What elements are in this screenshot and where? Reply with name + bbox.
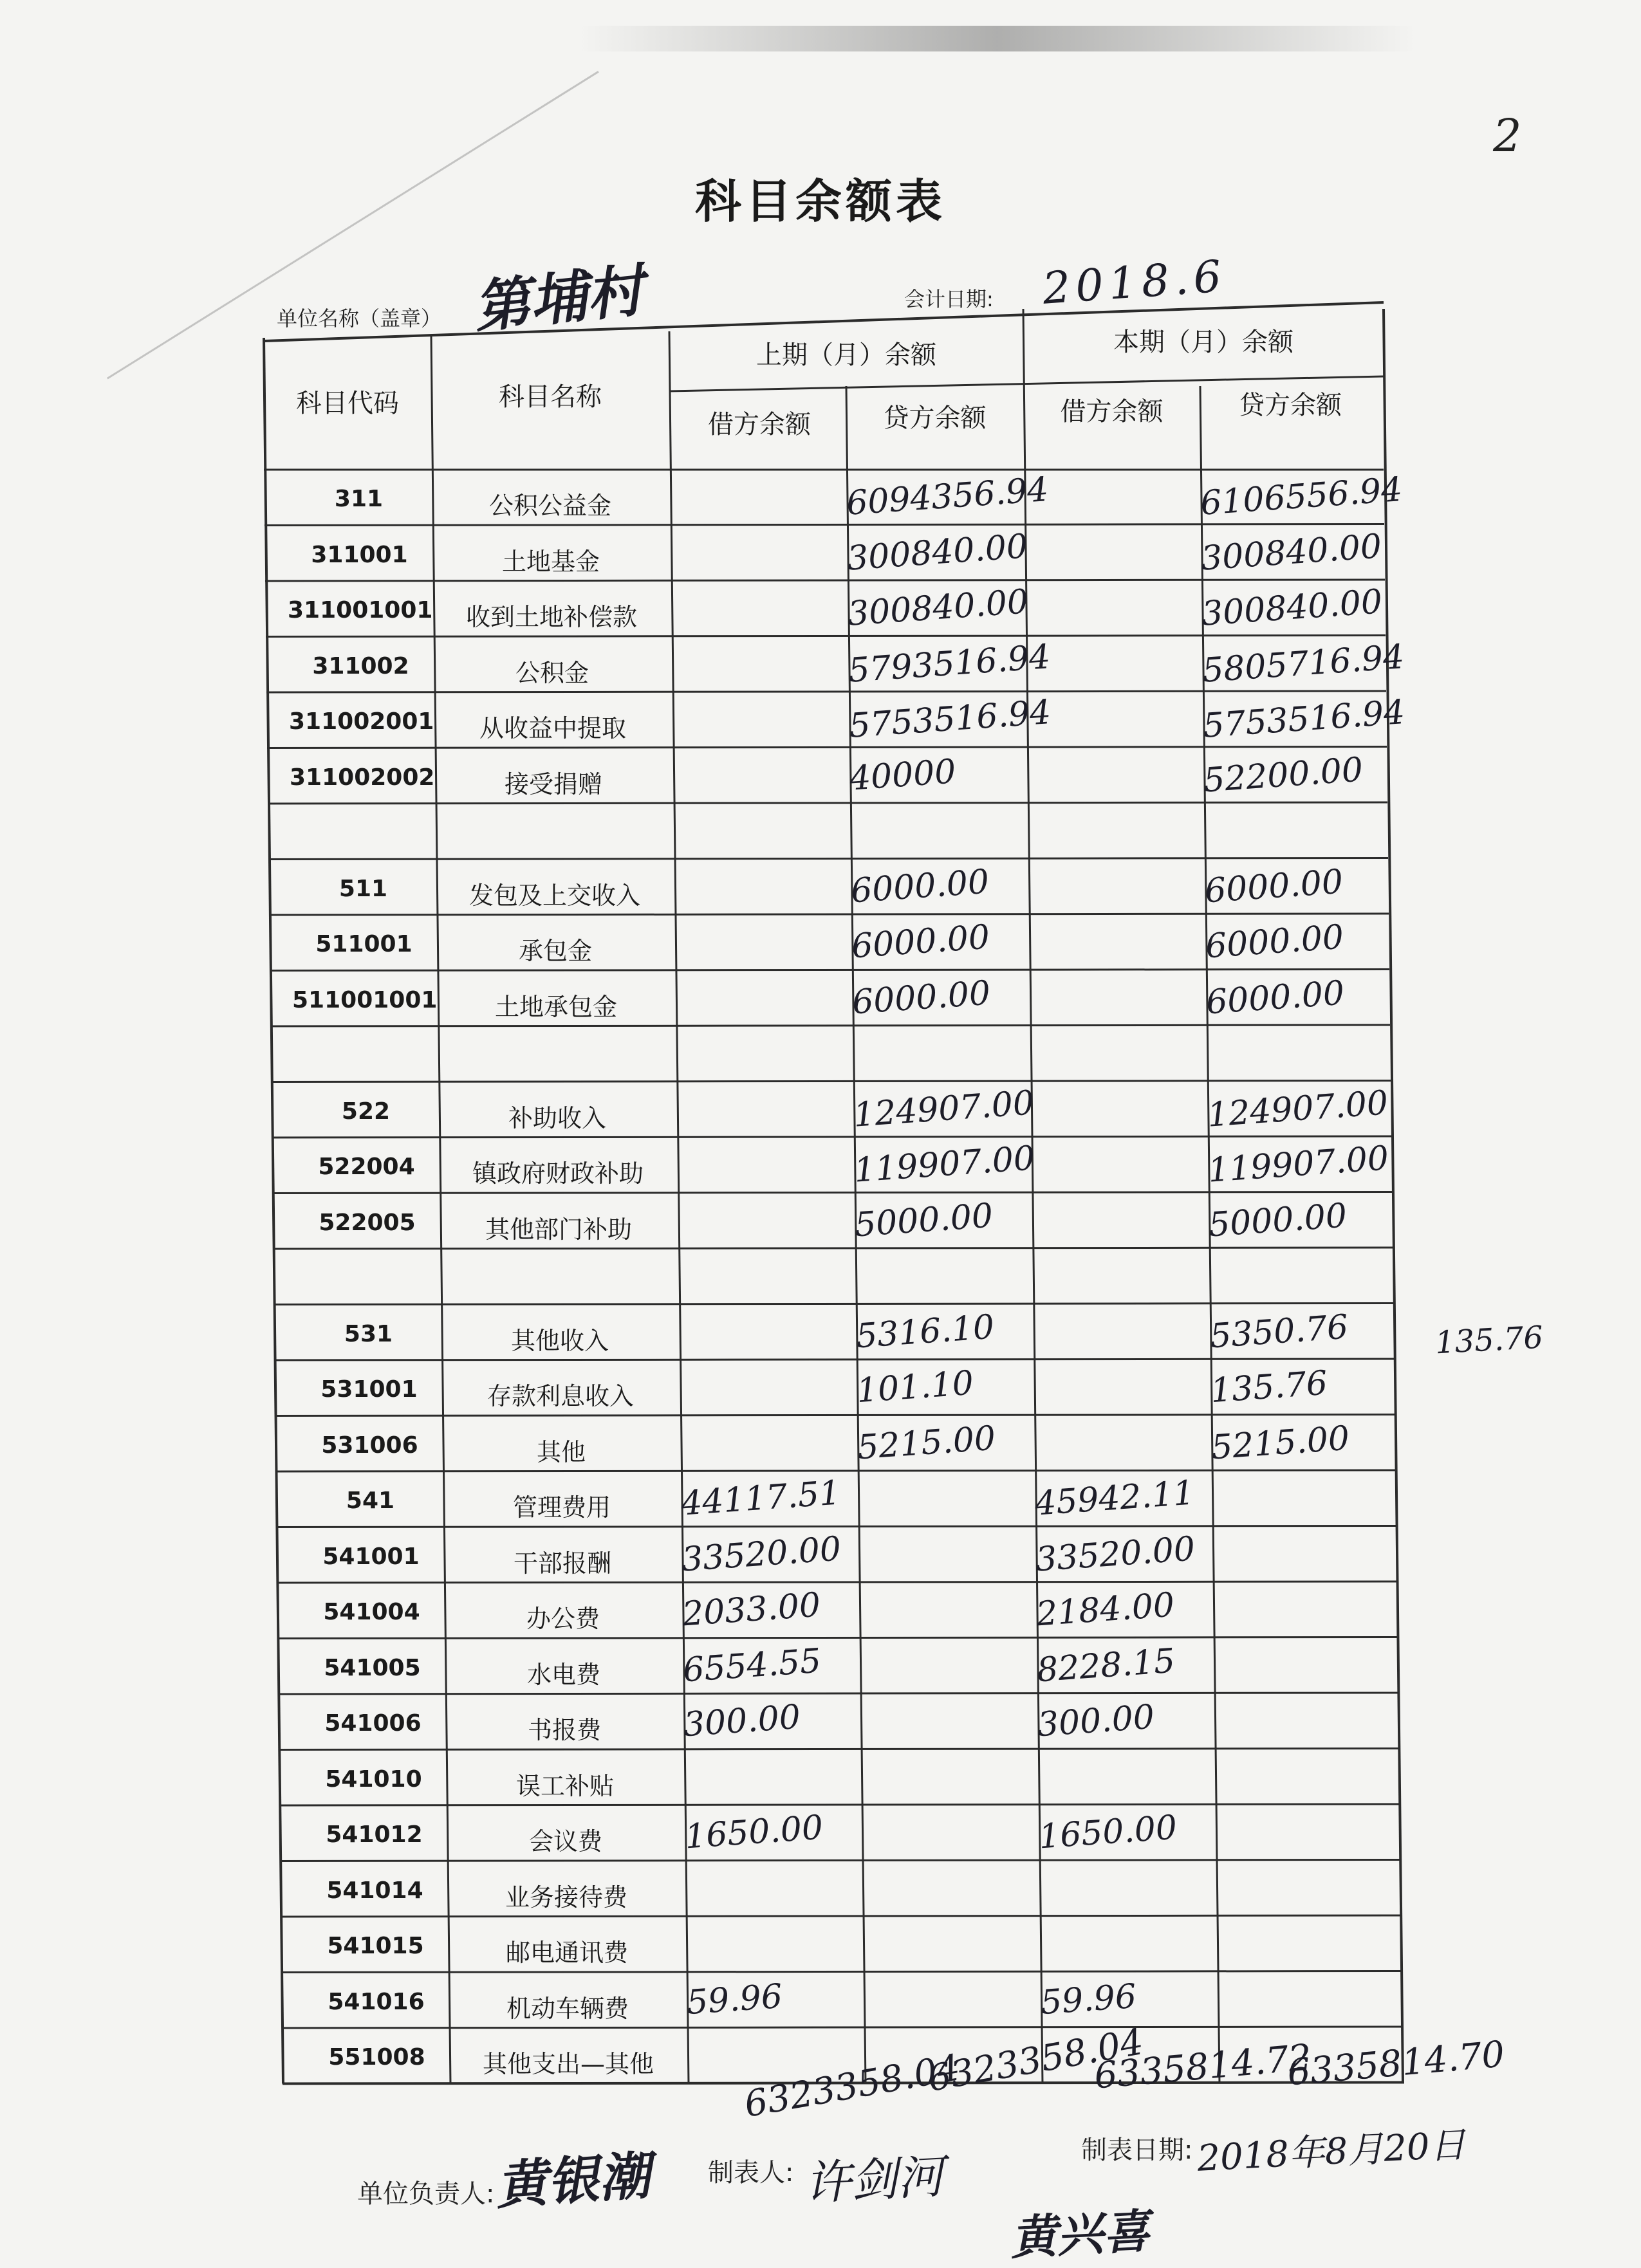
cell-code: 522005	[319, 1209, 416, 1236]
cell-prev-debit: 300.00	[682, 1697, 802, 1745]
cell-curr-debit: 59.96	[1039, 1977, 1138, 2022]
cell-curr-credit: 5215.00	[1210, 1419, 1351, 1467]
cell-code: 541012	[326, 1821, 423, 1848]
grid-line	[280, 1860, 1400, 1861]
cell-name: 邮电通讯费	[505, 1939, 628, 1967]
total-curr-debit: 6335814.72	[1092, 2036, 1313, 2097]
grid-line	[274, 1359, 1394, 1360]
cell-curr-credit: 6106556.94	[1199, 470, 1404, 523]
page-title: 科目余额表	[694, 174, 946, 228]
cell-prev-debit: 59.96	[685, 1977, 784, 2022]
cell-prev-credit: 5316.10	[855, 1307, 996, 1356]
grid-line	[265, 580, 1385, 581]
cell-code: 311002002	[290, 764, 435, 791]
cell-name: 收到土地补偿款	[465, 603, 637, 631]
col-header-name: 科目名称	[499, 382, 602, 412]
total-prev-credit: 6323358.04	[924, 2021, 1147, 2100]
grid-line	[266, 691, 1386, 692]
extra-signature: 黄兴喜	[1009, 2203, 1151, 2265]
cell-curr-credit: 52200.00	[1202, 750, 1364, 800]
preparer-signature: 许剑河	[803, 2149, 945, 2211]
cell-name: 公积公益金	[488, 492, 611, 520]
cell-code: 541014	[326, 1877, 423, 1904]
cell-code: 541016	[328, 1988, 425, 2015]
col-header-prev-group: 上期（月）余额	[756, 340, 936, 370]
cell-curr-debit: 2184.00	[1035, 1585, 1176, 1634]
cell-code: 531	[344, 1320, 393, 1347]
col-header-prev-debit: 借方余额	[708, 410, 811, 439]
grid-line	[274, 1304, 1393, 1305]
cell-prev-credit: 5753516.94	[848, 693, 1053, 746]
cell-code: 511001	[315, 931, 413, 957]
cell-name: 土地承包金	[494, 992, 617, 1021]
col-header-curr-group: 本期（月）余额	[1113, 327, 1293, 357]
cell-code: 531006	[321, 1432, 418, 1459]
cell-name: 补助收入	[508, 1103, 606, 1132]
cell-prev-debit: 2033.00	[681, 1585, 822, 1634]
cell-name: 业务接待费	[505, 1883, 627, 1912]
grid-line	[268, 858, 1388, 860]
cell-name: 会议费	[528, 1827, 602, 1856]
cell-code: 541001	[322, 1543, 420, 1570]
grid-line	[275, 1415, 1395, 1416]
grid-line	[279, 1749, 1398, 1750]
cell-code: 551008	[328, 2044, 425, 2070]
cell-name: 误工补贴	[515, 1771, 614, 1800]
grid-line	[270, 1025, 1390, 1026]
cell-code: 311	[334, 486, 384, 512]
prep-date-handwritten: 2018年8月20日	[1196, 2124, 1467, 2180]
cell-name: 其他部门补助	[485, 1215, 632, 1244]
cell-name: 管理费用	[512, 1493, 611, 1522]
cell-name: 从收益中提取	[479, 714, 626, 742]
cell-curr-debit: 33520.00	[1034, 1529, 1196, 1580]
cell-code: 522004	[318, 1154, 415, 1180]
cell-name: 其他支出—其他	[482, 2050, 654, 2078]
grid-line	[279, 1804, 1399, 1805]
cell-curr-credit: 300840.00	[1200, 526, 1383, 578]
grid-line	[273, 1248, 1393, 1249]
grid-line	[264, 338, 283, 2084]
cell-name: 接受捐赠	[504, 770, 602, 798]
cell-code: 531001	[320, 1376, 418, 1403]
cell-curr-credit: 5753516.94	[1201, 693, 1407, 746]
cell-name: 镇政府财政补助	[472, 1159, 644, 1188]
cell-curr-credit: 6000.00	[1205, 973, 1346, 1022]
col-header-prev-credit: 贷方余额	[883, 403, 987, 433]
total-prev-debit: 6323358.04	[741, 2047, 963, 2126]
cell-name: 水电费	[526, 1660, 600, 1689]
margin-note-handwritten: 135.76	[1434, 1319, 1544, 1361]
cell-curr-credit: 6000.00	[1204, 917, 1345, 966]
grid-line	[278, 1693, 1398, 1694]
grid-line	[270, 970, 1389, 971]
cell-prev-credit: 5793516.94	[847, 637, 1052, 690]
cell-curr-debit: 8228.15	[1035, 1641, 1176, 1690]
cell-name: 存款利息收入	[487, 1382, 634, 1410]
cell-name: 其他收入	[510, 1326, 609, 1355]
cell-curr-credit: 119907.00	[1207, 1139, 1390, 1190]
cell-code: 311002001	[289, 708, 434, 735]
unit-name-handwritten: 第埔村	[470, 256, 647, 341]
grid-line	[267, 747, 1387, 748]
cell-name: 公积金	[515, 658, 589, 687]
cell-prev-debit: 1650.00	[683, 1808, 824, 1857]
cell-code: 311002	[312, 652, 409, 679]
cell-name: 发包及上交收入	[468, 881, 640, 910]
cell-prev-credit: 6094356.94	[845, 470, 1050, 523]
grid-line	[266, 636, 1386, 637]
total-curr-credit: 6335814.70	[1285, 2033, 1507, 2094]
cell-prev-debit: 33520.00	[680, 1529, 842, 1580]
cell-name: 土地基金	[501, 547, 600, 576]
cell-curr-debit: 45942.11	[1034, 1473, 1196, 1524]
grid-line	[277, 1581, 1396, 1583]
cell-prev-credit: 300840.00	[846, 582, 1030, 634]
cell-prev-credit: 40000	[848, 751, 958, 798]
col-header-curr-debit: 借方余额	[1060, 397, 1164, 427]
grid-line	[272, 1192, 1392, 1194]
cell-code: 541005	[324, 1654, 421, 1681]
cell-curr-credit: 5350.76	[1209, 1307, 1349, 1356]
cell-name: 办公费	[526, 1605, 600, 1633]
cell-prev-credit: 6000.00	[851, 973, 992, 1022]
cell-curr-credit: 5000.00	[1207, 1196, 1348, 1244]
cell-curr-credit: 5805716.94	[1201, 637, 1406, 690]
cell-prev-debit: 44117.51	[680, 1473, 842, 1524]
cell-name: 书报费	[527, 1716, 601, 1744]
page-number: 2	[1493, 109, 1522, 162]
cell-name: 承包金	[518, 937, 592, 965]
cell-prev-debit: 6554.55	[681, 1641, 822, 1690]
cell-prev-credit: 5215.00	[856, 1419, 997, 1467]
cell-prev-credit: 101.10	[855, 1363, 975, 1411]
cell-curr-debit: 300.00	[1036, 1697, 1156, 1745]
cell-prev-credit: 124907.00	[852, 1083, 1035, 1135]
grid-line	[268, 802, 1387, 804]
cell-code: 311001	[311, 541, 408, 568]
grid-line	[1384, 309, 1403, 2084]
grid-line	[281, 1971, 1401, 1973]
cell-name: 机动车辆费	[506, 1994, 629, 2023]
date-value-handwritten: 2018.6	[1041, 251, 1228, 315]
grid-line	[275, 1470, 1395, 1471]
cell-name: 干部报酬	[513, 1549, 611, 1578]
cell-prev-credit: 300840.00	[846, 526, 1029, 578]
date-label: 会计日期:	[904, 287, 994, 311]
cell-prev-credit: 5000.00	[853, 1196, 994, 1244]
cell-prev-credit: 6000.00	[850, 917, 991, 966]
cell-curr-debit: 1650.00	[1037, 1808, 1178, 1857]
preparer-label: 制表人:	[708, 2158, 794, 2188]
grid-line	[277, 1637, 1397, 1639]
unit-label: 单位名称（盖章）	[277, 306, 442, 331]
cell-code: 541006	[324, 1710, 422, 1737]
grid-line	[281, 1915, 1400, 1917]
cell-name: 其他	[536, 1437, 586, 1466]
cell-curr-credit: 124907.00	[1206, 1083, 1389, 1135]
cell-curr-credit: 300840.00	[1200, 582, 1384, 634]
cell-code: 511001001	[292, 986, 438, 1013]
grid-line	[272, 1136, 1391, 1138]
grid-line	[271, 1081, 1391, 1082]
cell-code: 541015	[327, 1933, 424, 1959]
cell-prev-credit: 119907.00	[853, 1139, 1036, 1190]
cell-code: 522	[341, 1098, 391, 1125]
cell-prev-credit: 6000.00	[849, 862, 990, 910]
cell-code: 311001001	[288, 597, 433, 623]
cell-code: 541	[346, 1488, 395, 1514]
grid-line	[269, 914, 1389, 915]
grid-line	[276, 1526, 1396, 1527]
head-signature: 黄银潮	[494, 2144, 653, 2217]
cell-code: 541010	[325, 1766, 422, 1793]
cell-curr-credit: 135.76	[1209, 1363, 1329, 1411]
cell-code: 541004	[323, 1599, 420, 1625]
grid-line	[264, 524, 1384, 526]
col-header-curr-credit: 贷方余额	[1239, 391, 1342, 420]
cell-code: 511	[338, 875, 388, 902]
grid-line	[282, 2027, 1402, 2028]
head-label: 单位负责人:	[357, 2179, 495, 2209]
prep-date-label: 制表日期:	[1081, 2135, 1193, 2165]
cell-curr-credit: 6000.00	[1203, 862, 1344, 910]
col-header-code: 科目代码	[296, 389, 399, 418]
